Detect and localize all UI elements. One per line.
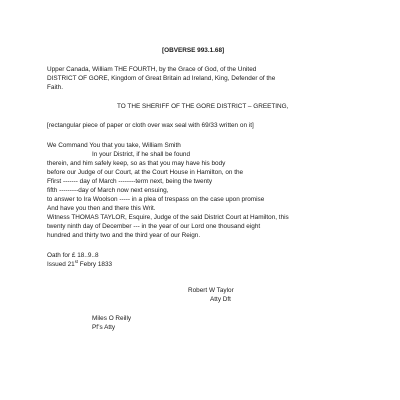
writ-line-5: Ffirst ------- day of March --------term next, being the twenty [47,178,213,185]
preamble-line-3: Faith. [47,84,63,91]
writ-line-8: And have you then and there this Writ. [47,205,156,212]
preamble-line-2: DISTRICT OF GORE, Kingdom of Great Britain ad Ireland, King, Defender of the [47,75,276,82]
defendant-attorney-role: Atty Dft [210,296,231,303]
issued-date: Febry 1833 [77,261,113,268]
document-heading: [OBVERSE 993.1.68] [162,47,225,54]
issued-ordinal-suffix: st [74,259,78,264]
defendant-attorney-name: Robert W Taylor [188,287,234,294]
oath-line: Oath for £ 18..9..8 [47,252,99,259]
writ-line-9: Witness THOMAS TAYLOR, Esquire, Judge of the said District Court at Hamilton, this [47,214,289,221]
writ-line-10: twenty ninth day of December --- in the year of our Lord one thousand eight [47,223,261,230]
writ-line-11: hundred and thirty two and the third year of our Reign. [47,232,201,239]
writ-line-2: In your District, if he shall be found [92,151,191,158]
seal-note: [rectangular piece of paper or cloth over wax seal with 69/33 written on it] [47,122,254,129]
addressee-line: TO THE SHERIFF OF THE GORE DISTRICT – GREETING, [117,103,289,110]
writ-line-6: fifth ---------day of March now next ensuing, [47,187,169,194]
preamble-line-1: Upper Canada, William THE FOURTH, by the Grace of God, of the United [47,66,257,73]
issued-prefix: Issued 21 [47,261,75,268]
writ-line-3: therein, and him safely keep, so as that you may have his body [47,160,226,167]
plaintiff-attorney-name: Miles O Reilly [92,315,132,322]
writ-line-7: to answer to Ira Woolson ----- in a plea of trespass on the case upon promise [47,196,265,203]
writ-line-4: before our Judge of our Court, at the Court House in Hamilton, on the [47,169,244,176]
plaintiff-attorney-role: Pf’s Atty [92,324,116,331]
issued-line [47,261,112,269]
writ-line-1: We Command You that you take, William Smith [47,142,181,149]
